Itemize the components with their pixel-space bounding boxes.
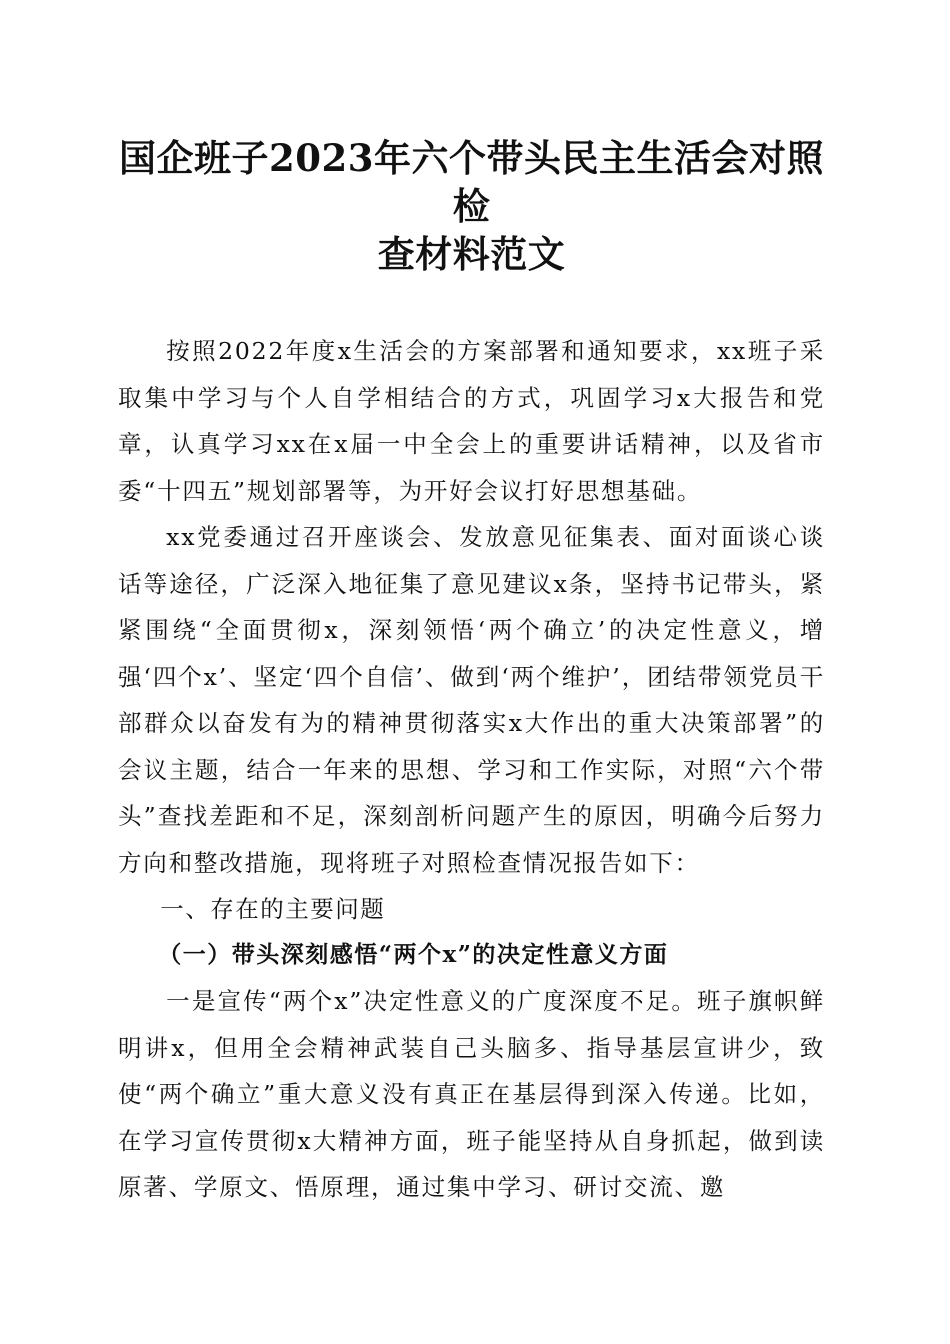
section-heading-main-problems: 一、存在的主要问题 (160, 895, 386, 923)
document-title (118, 134, 825, 278)
document-title-line-1: 国企班子2023年六个带头民主生活会对照检 (119, 136, 824, 228)
document-title-line-2: 查材料范文 (377, 232, 566, 276)
subsection-1-paragraph: 一是宣传“两个x”决定性意义的广度深度不足。班子旗帜鲜明讲x，但用全会精神武装自己头脑多、指导基层宣讲少，致使“两个确立”重大意义没有真正在基层得到深入传递。比如，在学习宣传贯彻x大精神方面，班子能坚持从自身抓起，做到读原著、学原文、悟原理，通过集中学习、研讨交流、邀 (118, 987, 825, 1201)
intro-paragraph: 按照2022年度x生活会的方案部署和通知要求，xx班子采取集中学习与个人自学相结合的方式，巩固学习x大报告和党章，认真学习xx在x届一中全会上的重要讲话精神，以及省市委“十四五”规划部署等，为开好会议打好思想基础。 (118, 337, 825, 505)
background-paragraph: xx党委通过召开座谈会、发放意见征集表、面对面谈心谈话等途径，广泛深入地征集了意见建议x条，坚持书记带头，紧紧围绕“全面贯彻x，深刻领悟‘两个确立’的决定性意义，增强‘四个x’、坚定‘四个自信’、做到‘两个维护’，团结带领党员干部群众以奋发有为的精神贯彻落实x大作出的重大决策部署”的会议主题，结合一年来的思想、学习和工作实际，对照“六个带头”查找差距和不足，深刻剖析问题产生的原因，明确今后努力方向和整改措施，现将班子对照检查情况报告如下： (118, 523, 825, 877)
subsection-heading-1: （一）带头深刻感悟“两个x”的决定性意义方面 (158, 941, 669, 968)
